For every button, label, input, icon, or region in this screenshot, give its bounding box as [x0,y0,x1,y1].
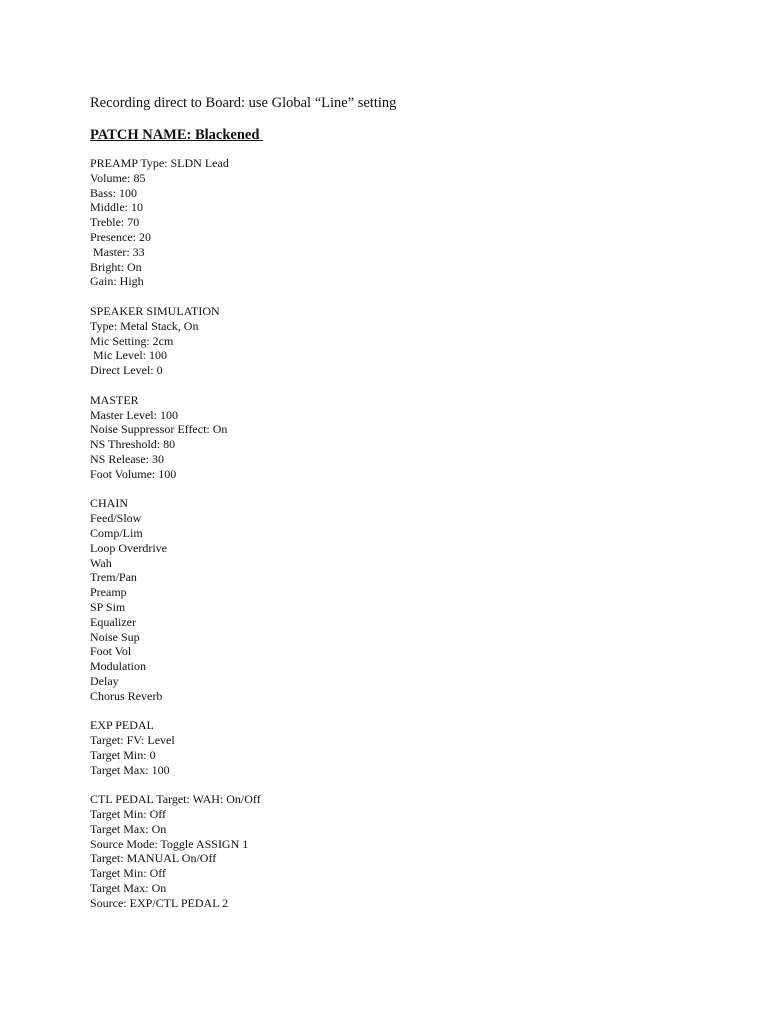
setting-line: Target Max: On [90,821,167,836]
section-preamp [90,156,730,289]
setting-line: Presence: 20 [90,229,151,244]
setting-line: NS Release: 30 [90,451,164,466]
setting-line: Bright: On [90,259,142,274]
setting-line: Source Mode: Toggle ASSIGN 1 [90,836,249,851]
setting-line: Target Max: 100 [90,762,170,777]
setting-line: Comp/Lim [90,525,143,540]
setting-line: Loop Overdrive [90,540,167,555]
section-heading: MASTER [90,392,139,407]
section-exp-pedal [90,718,730,777]
setting-line: Source: EXP/CTL PEDAL 2 [90,895,229,910]
setting-line: Direct Level: 0 [90,363,163,378]
section-heading: EXP PEDAL [90,718,154,733]
section-master [90,393,730,482]
setting-line: Preamp [90,585,127,600]
setting-line: Master: 33 [90,244,145,259]
setting-line: Noise Suppressor Effect: On [90,422,228,437]
section-heading: SPEAKER SIMULATION [90,303,220,318]
setting-line: Foot Vol [90,644,132,659]
setting-line: Noise Sup [90,629,140,644]
section-heading: CHAIN [90,496,128,511]
setting-line: Master Level: 100 [90,407,178,422]
setting-line: NS Threshold: 80 [90,437,176,452]
setting-line: Target Min: 0 [90,747,156,762]
section-speaker-simulation [90,304,730,378]
document-page [90,93,730,925]
setting-line: Mic Level: 100 [90,348,167,363]
settings-sections [90,156,730,911]
setting-line: Delay [90,673,119,688]
setting-line: Equalizer [90,614,136,629]
setting-line: Treble: 70 [90,215,140,230]
setting-line: Type: Metal Stack, On [90,318,199,333]
intro-text: Recording direct to Board: use Global “Line” setting [90,95,397,111]
section-heading: PREAMP Type: SLDN Lead [90,156,229,170]
setting-line: Target: MANUAL On/Off [90,851,217,866]
setting-line: Modulation [90,659,146,674]
setting-line: Foot Volume: 100 [90,466,177,481]
setting-line: Target Max: On [90,881,167,896]
section-ctl-pedal [90,792,730,910]
setting-line: Middle: 10 [90,200,143,215]
setting-line: Trem/Pan [90,570,137,585]
setting-line: Target: FV: Level [90,733,175,748]
setting-line: Gain: High [90,274,144,289]
patch-name-heading: PATCH NAME: Blackened [90,127,264,143]
setting-line: Feed/Slow [90,511,142,526]
setting-line: SP Sim [90,599,126,614]
section-heading: CTL PEDAL Target: WAH: On/Off [90,792,261,807]
setting-line: Wah [90,555,112,570]
setting-line: Bass: 100 [90,185,138,200]
setting-line: Target Min: Off [90,866,167,881]
setting-line: Mic Setting: 2cm [90,333,174,348]
section-chain [90,496,730,703]
setting-line: Chorus Reverb [90,688,163,703]
setting-line: Target Min: Off [90,807,167,822]
setting-line: Volume: 85 [90,170,146,185]
